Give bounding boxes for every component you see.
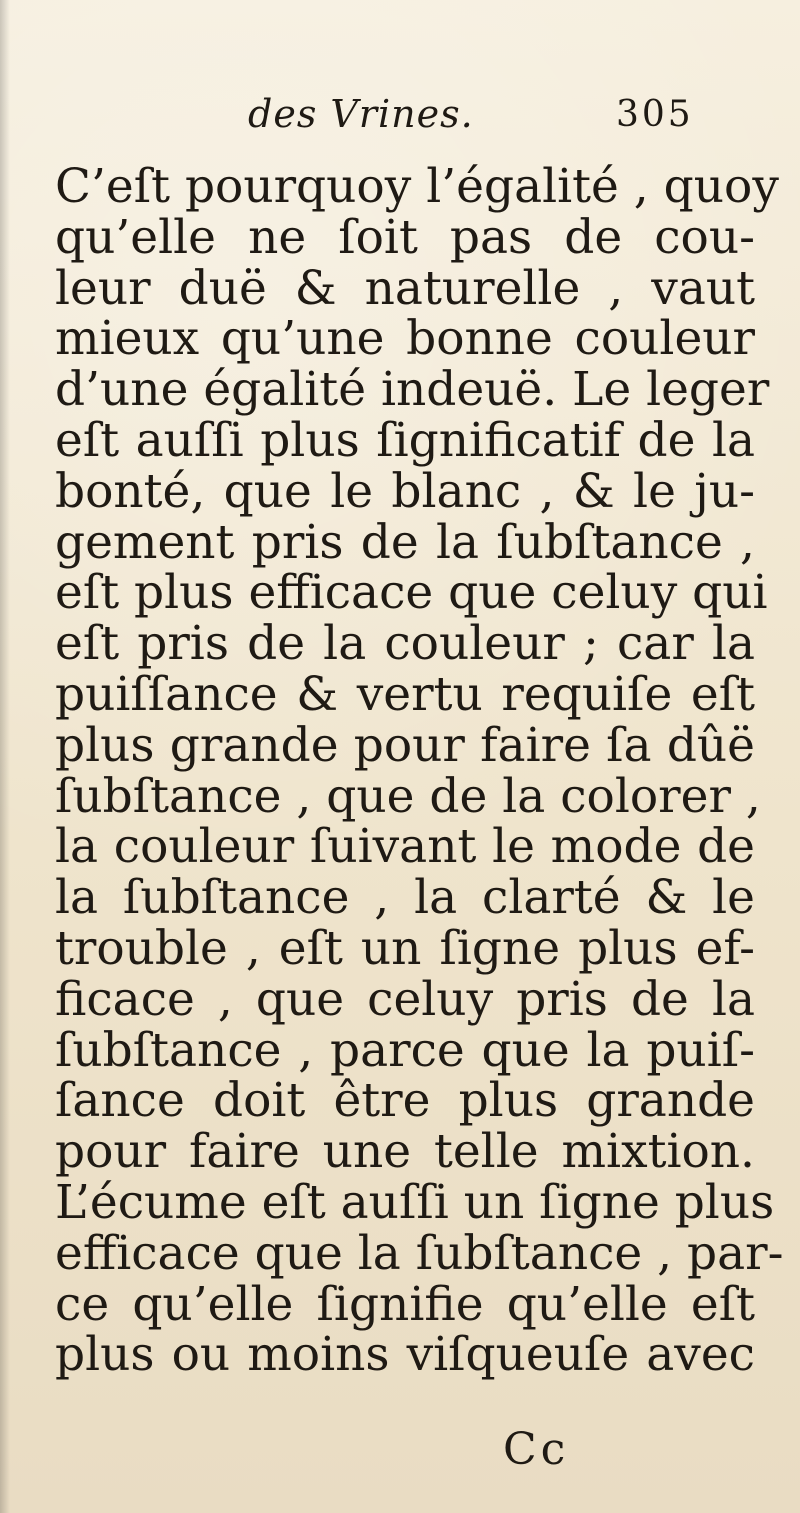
text-line: mieux qu’une bonne couleur [55,311,755,367]
text-line: ce qu’elle ſignifie qu’elle eſt [55,1276,755,1332]
text-line: gement pris de la ſubſtance , [55,514,755,570]
text-line: ſubſtance , parce que la puiſ- [55,1022,755,1078]
text-line: eſt auſſi plus ſignificatif de la [55,412,755,468]
text-line: plus ou moins viſqueuſe avec [55,1327,755,1383]
gutter-shadow [0,0,10,1513]
catchword: Cc [503,1424,570,1475]
body-text [55,159,784,1383]
text-line: ſance doit être plus grande [55,1073,755,1129]
text-line: ficace , que celuy pris de la [55,971,755,1027]
text-line: la couleur ſuivant le mode de [55,819,755,875]
text-line: C’eſt pourquoy l’égalité , quoy [55,159,779,214]
text-line: efficace que la ſubſtance , par- [55,1225,784,1281]
page-header [248,92,748,152]
text-line: bonté, que le blanc , & le ju- [55,463,755,519]
text-line: puiſſance & vertu requiſe eſt [55,666,755,722]
text-line: pour faire une telle mixtion. [55,1124,755,1180]
text-line: L’écume eſt auſſi un ſigne plus [55,1174,775,1230]
text-line: eſt pris de la couleur ; car la [55,616,755,672]
text-line: d’une égalité indeuë. Le leger [55,362,770,418]
running-title: des Vrines. [248,92,474,136]
text-line: la ſubſtance , la clarté & le [55,870,755,926]
text-line: trouble , eſt un ſigne plus ef- [55,920,755,976]
text-line: qu’elle ne ſoit pas de cou- [55,209,755,265]
text-line: ſubſtance , que de la colorer , [55,768,761,824]
text-line: leur duë & naturelle , vaut [55,260,755,316]
text-line: plus grande pour faire ſa dûë [55,717,755,773]
page-number: 305 [616,94,694,135]
text-line: eſt plus efficace que celuy qui [55,565,768,621]
